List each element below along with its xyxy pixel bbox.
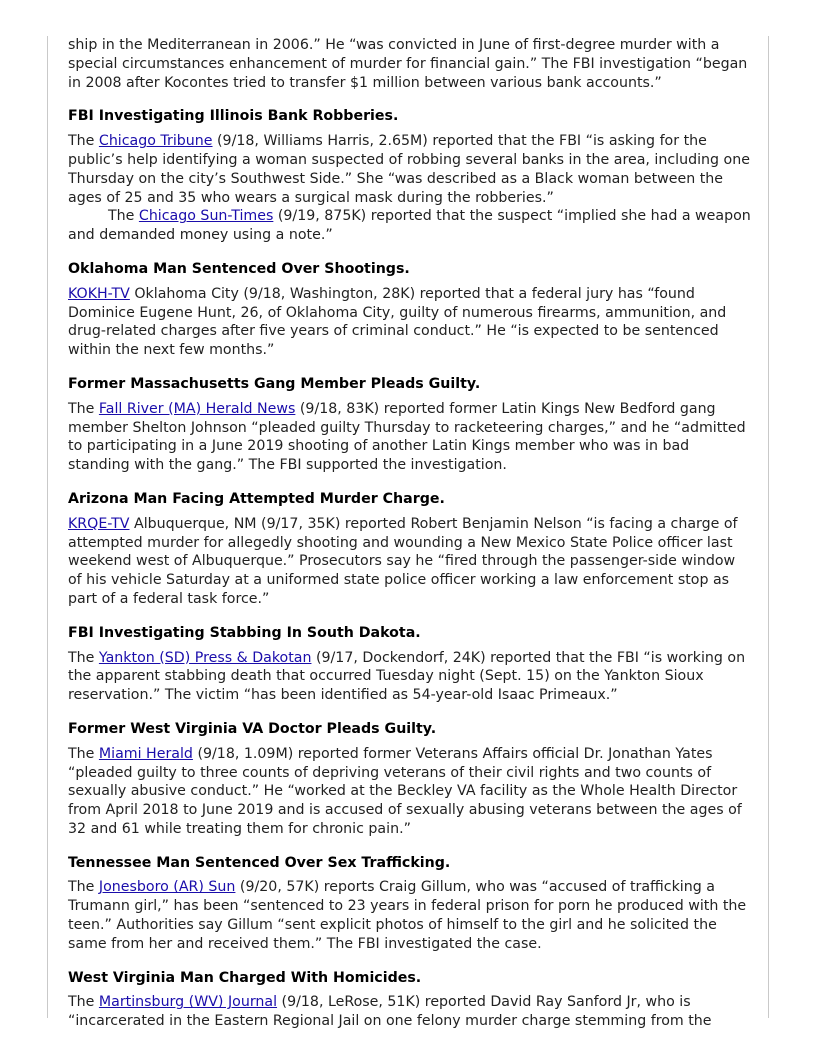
source-link[interactable]: Martinsburg (WV) Journal	[98, 994, 278, 1011]
article-paragraph: ship in the Mediterranean in 2006.” He “was convicted in June of first-degree murder with a special circumstances enhancement of murder for financial gain.” The FBI investigation “began in 2008 after Kocontes tried to transfer $1 million between various bank accounts.”	[68, 37, 748, 91]
paragraph-text: (9/19, 875K) reported that the suspect “implied she had a weapon and demanded money using a note.”	[68, 208, 751, 244]
article-headline: Tennessee Man Sentenced Over Sex Trafficking.	[68, 854, 451, 871]
article-headline: Former Massachusetts Gang Member Pleads Guilty.	[68, 375, 481, 392]
article-tennessee-sex-trafficking	[68, 854, 752, 954]
article-headline: FBI Investigating Illinois Bank Robberies.	[68, 108, 399, 125]
article-continuation	[68, 36, 752, 92]
source-link[interactable]: Jonesboro (AR) Sun	[98, 879, 236, 896]
article-paragraph	[68, 400, 752, 475]
source-link[interactable]: Chicago Sun-Times	[138, 208, 274, 225]
article-paragraph	[68, 993, 752, 1031]
article-paragraph	[68, 878, 752, 953]
article-headline: Oklahoma Man Sentenced Over Shootings.	[68, 260, 410, 277]
paragraph-prefix: The	[68, 133, 99, 150]
article-west-virginia-homicides	[68, 969, 752, 1031]
source-link[interactable]: Yankton (SD) Press & Dakotan	[98, 649, 312, 666]
article-west-virginia-va-doctor	[68, 720, 752, 839]
article-illinois-bank-robberies	[68, 107, 752, 245]
paragraph-prefix: The	[68, 745, 99, 762]
article-headline: Arizona Man Facing Attempted Murder Charge.	[68, 490, 445, 507]
paragraph-prefix: The	[68, 994, 99, 1011]
paragraph-text: (9/20, 57K) reports Craig Gillum, who was “accused of trafficking a Trumann girl,” has been “sentenced to 23 years in federal prison for porn he produced with the teen.” Authorities say Gillum “sent explicit photos of himself to the girl and he solicited the same from her and received them.” The FBI investigated the case.	[68, 879, 747, 952]
paragraph-text: (9/18, 83K) reported former Latin Kings New Bedford gang member Shelton Johnson “pleaded guilty Thursday to racketeering charges,” and he “admitted to participating in a June 2019 shooting of another Latin Kings member who was in bad standing with the gang.” The FBI supported the investigation.	[68, 400, 746, 474]
article-paragraph	[68, 207, 752, 245]
article-oklahoma-shootings	[68, 260, 752, 360]
source-link[interactable]: KRQE-TV	[68, 515, 130, 532]
left-margin-rule	[47, 36, 48, 1018]
paragraph-text: (9/18, LeRose, 51K) reported David Ray Sanford Jr, who is “incarcerated in the Eastern Regional Jail on one felony murder charge stemming from the	[68, 994, 712, 1030]
article-paragraph	[68, 285, 752, 360]
article-paragraph	[68, 745, 752, 839]
paragraph-text: (9/18, Williams Harris, 2.65M) reported that the FBI “is asking for the public’s help identifying a woman suspected of robbing several banks in the area, including one Thursday on the city’s Southwest Side.” She “was described as a Black woman between the ages of 25 and 35 who wears a surgical mask during the robberies.”	[68, 133, 750, 206]
paragraph-prefix: The	[68, 649, 99, 666]
source-link[interactable]: Chicago Tribune	[98, 133, 213, 150]
paragraph-prefix: The	[68, 400, 99, 417]
paragraph-text: Albuquerque, NM (9/17, 35K) reported Robert Benjamin Nelson “is facing a charge of attempted murder for allegedly shooting and wounding a New Mexico State Police officer last weekend west of Albuquerque.” Prosecutors say he “fired through the passenger-side window of his vehicle Saturday at a uniformed state police officer working a law enforcement stop as part of a federal task force.”	[68, 515, 738, 607]
article-headline: FBI Investigating Stabbing In South Dakota.	[68, 624, 421, 641]
paragraph-text: (9/17, Dockendorf, 24K) reported that the FBI “is working on the apparent stabbing death that occurred Tuesday night (Sept. 15) on the Yankton Sioux reservation.” The victim “has been identified as 54-year-old Isaac Primeaux.”	[68, 649, 746, 704]
article-arizona-attempted-murder	[68, 490, 752, 609]
paragraph-text: (9/18, 1.09M) reported former Veterans Affairs official Dr. Jonathan Yates “pleaded guilty to three counts of depriving veterans of their civil rights and two counts of sexually abusive conduct.” He “worked at the Beckley VA facility as the Whole Health Director from April 2018 to June 2019 and is accused of sexually abusing veterans between the ages of 32 and 61 while treating them for chronic pain.”	[68, 745, 742, 837]
article-headline: West Virginia Man Charged With Homicides.	[68, 969, 422, 986]
paragraph-text: Oklahoma City (9/18, Washington, 28K) reported that a federal jury has “found Dominice Eugene Hunt, 26, of Oklahoma City, guilty of numerous firearms, ammunition, and drug-related charges after five years of criminal conduct.” He “is expected to be sentenced within the next few months.”	[68, 285, 727, 359]
article-south-dakota-stabbing	[68, 624, 752, 705]
article-paragraph	[68, 649, 752, 705]
article-headline: Former West Virginia VA Doctor Pleads Guilty.	[68, 720, 437, 737]
article-massachusetts-gang-member	[68, 375, 752, 475]
source-link[interactable]: Fall River (MA) Herald News	[98, 400, 296, 417]
paragraph-prefix: The	[68, 879, 99, 896]
source-link[interactable]: KOKH-TV	[68, 285, 130, 302]
news-briefing-content	[68, 36, 752, 1031]
source-link[interactable]: Miami Herald	[98, 745, 193, 762]
article-paragraph	[68, 132, 752, 207]
right-margin-rule	[768, 36, 769, 1018]
paragraph-prefix: The	[108, 208, 139, 225]
article-paragraph	[68, 515, 752, 609]
